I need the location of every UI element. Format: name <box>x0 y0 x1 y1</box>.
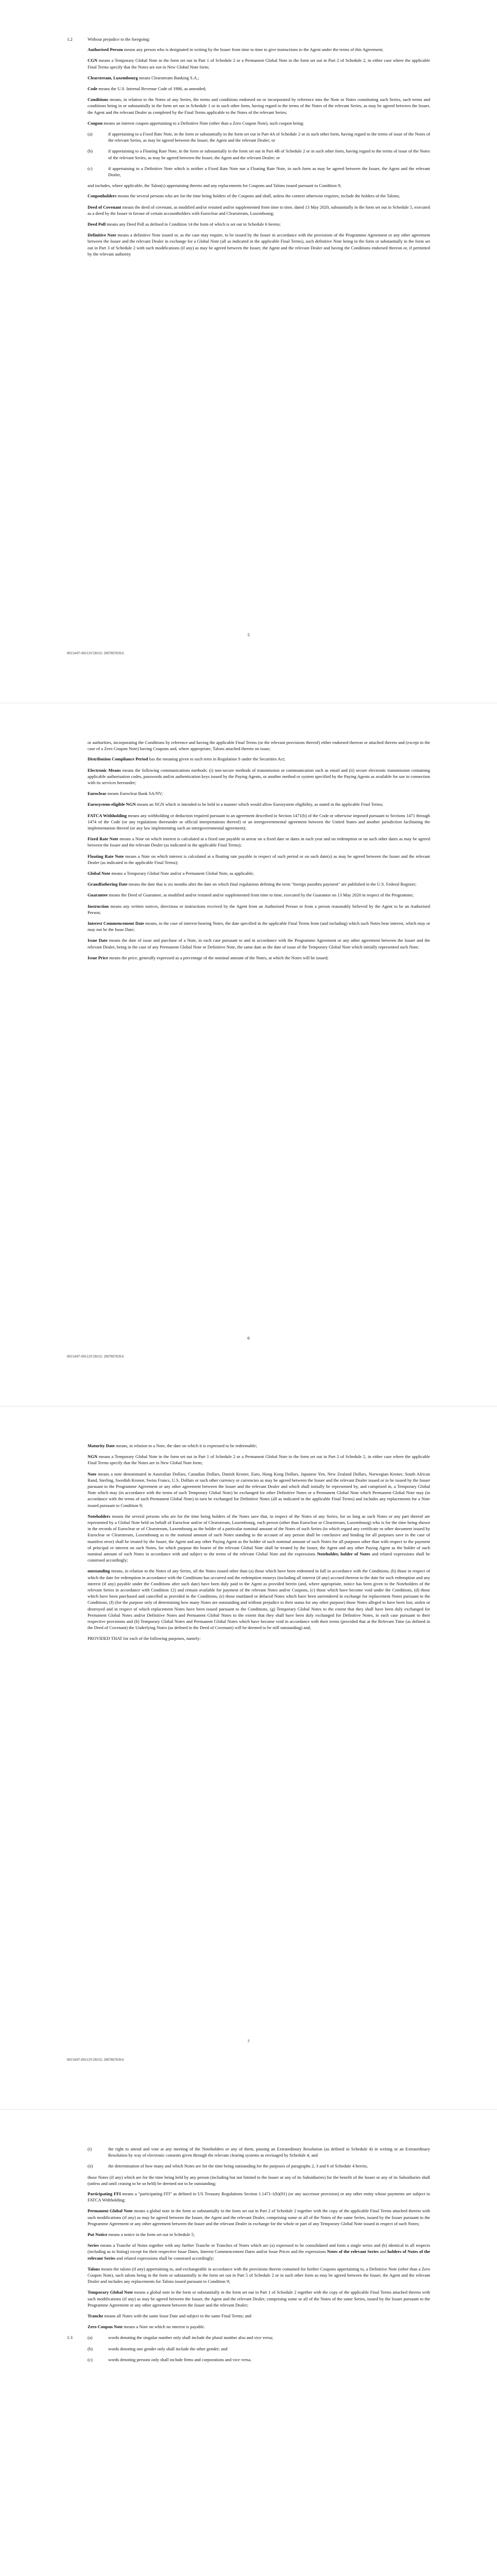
definition-definitive-note: Definitive Note means a definitive Note issued or, as the case may require, to be issued by the Issuer in accordance with the provisions of the Programme Agreement or any other agreement between the Issuer and the relevant Dealer in exchange for a Global Note (all as indicated in the applicable Final Terms), such definitive Note being in the form or substantially in the form set out in Part 3 of Schedule 2 with such modifications (if any) as may be agreed between the Issuer, the Agent and the relevant Dealer and having the Conditions endorsed thereon or, if permitted by the relevant authority <box>88 232 430 257</box>
proviso: PROVIDED THAT for each of the following purposes, namely: <box>88 1636 201 1641</box>
definition-interest-commencement-date: Interest Commencement Date means, in the case of interest-bearing Notes, the date specified in the applicable Final Terms from (and including) which such Notes bear interest, which may or may not be the Issue Date; <box>88 921 430 933</box>
proviso-tail: those Notes (if any) which are for the time being held by any person (including but not limited to the Issuer or any of its Subsidiaries) for the benefit of the Issuer or any of its Subsidiaries shall (unless and until ceasing to be so held) be deemed not to be outstanding; <box>88 2174 430 2186</box>
definition-temporary-global-note: Temporary Global Note means a global note in the form or substantially in the form set out in Part 1 of Schedule 2 together with the copy of the applicable Final Terms attached thereto with such modifications (if any) as may be agreed between the Issuer, the Agent and the relevant Dealer, comprising some or all of the Notes of the same Series, issued by the Issuer pursuant to the Programme Agreement or any other agreement between the Issuer and the relevant Dealer; <box>88 2290 431 2308</box>
clause-number: 1.3 <box>67 2335 73 2341</box>
proviso-item-ii: (ii) the determination of how many and which Notes are for the time being outstanding for the purposes of paragraphs 2, 3 and 6 of Schedule 4 hereto, <box>88 2163 368 2169</box>
definition-permanent-global-note: Permanent Global Note means a global note in the form or substantially in the form set out in Part 2 of Schedule 2 together with the copy of the applicable Final Terms attached thereto with such modifications (if any) as may be agreed between the Issuer, the Agent and the relevant Dealer, comprising some or all of the Notes of the same Series, issued by the Issuer pursuant to the Programme Agreement or any other agreement between the Issuer and the relevant Dealer in exchange for the whole or part of any Temporary Global Note issued in respect of such Notes; <box>88 2208 430 2226</box>
definition-tranche: Tranche means all Notes with the same Issue Date and subject to the same Final Terms; and <box>88 2313 251 2319</box>
footer-reference: 00154/07-001129 UKO2: 2007867839.6 <box>67 652 124 655</box>
definition-eurosystem-eligible-ngn: Eurosystem-eligible NGN means an NGN which is intended to be held in a manner which would allow Eurosystem eligibility, as stated in the applicable Final Terms; <box>88 802 384 807</box>
definition-electronic-means: Electronic Means means the following communications methods: (i) non-secure methods of transmission or communication such as email and (ii) secure electronic transmission containing applicable authorisation codes, passwords and/or authentication keys issued by the Paying Agents, or another method or system specified by the Paying Agents as available for use in connection with its services hereunder; <box>88 767 430 786</box>
document-page-7 <box>0 1406 497 2110</box>
definition-couponholders: Couponholders means the several persons who are for the time being holders of the Coupons and shall, unless the context otherwise requires, include the holders of the Talons; <box>88 193 400 199</box>
definition-guarantee: Guarantee means the Deed of Guarantee, as modified and/or restated and/or supplemented from time to time, executed by the Guarantor on 13 May 2020 in respect of the Programme; <box>88 892 414 898</box>
definition-series: Series means a Tranche of Notes together with any further Tranche or Tranches of Notes which are (a) expressed to be consolidated and form a single series and (b) identical in all respects (including as to listing) except for their respective Issue Dates, Interest Commencement Dates and/or Issue Prices and the expressions Notes of the relevant Series and holders of Notes of the relevant Series and related expressions shall be construed accordingly; <box>88 2243 430 2261</box>
definition-fatca-withholding: FATCA Withholding means any withholding or deduction required pursuant to an agreement described in Section 1471(b) of the Code or otherwise imposed pursuant to Sections 1471 through 1474 of the Code (or any regulations thereunder or official interpretations thereof) or an intergovernmental agreement between the United States and another jurisdiction facilitating the implementation thereof (or any law implementing such an intergovernmental agreement); <box>88 812 430 831</box>
footer-reference: 00154/07-001129 UKO2: 2007867839.6 <box>67 1355 124 1359</box>
definition-noteholders: Noteholders means the several persons who are for the time being holders of the Notes save that, in respect of the Notes of any Series, for so long as such Notes or any part thereof are represented by a Global Note held on behalf of Euroclear and/or of Clearstream, Luxembourg, each person (other than Euroclear or Clearstream, Luxembourg) who is for the time being shown in the records of Euroclear or of Clearstream, Luxembourg as the holder of a particular nominal amount of the Notes of such Series (in which regard any certificate or other document issued by Euroclear or Clearstream, Luxembourg as to the nominal amount of such Notes standing to the account of any person shall be conclusive and binding for all purposes save in the case of manifest error) shall be treated by the Issuer, the Agent and any other Paying Agent as the holder of such nominal amount of such Notes for all purposes other than with respect to the payment of principal or interest on such Notes, for which purpose the bearer of the relevant Global Note shall be treated by the Issuer, the Agent and any other Paying Agent as the holder of such nominal amount of such Notes in accordance with and subject to the terms of the relevant Global Note and the expressions Noteholder, holder of Notes and related expressions shall be construed accordingly; <box>88 1513 430 1563</box>
definition-talons: Talons means the talons (if any) appertaining to, and exchangeable in accordance with the provisions therein contained for further Coupons appertaining to, a Definitive Note (other than a Zero Coupon Note), such talons being in the form or substantially in the form set out in Part 5 of Schedule 2 or in such other form as may be agreed between the Issuer, the Agent and the relevant Dealer and includes any replacements for Talons issued pursuant to Condition 9; <box>88 2266 430 2284</box>
definition-issue-price: Issue Price means the price, generally expressed as a percentage of the nominal amount of the Notes, at which the Notes will be issued; <box>88 955 329 960</box>
definition-fixed-rate-note: Fixed Rate Note means a Note on which interest is calculated at a fixed rate payable in arrear on a fixed date or dates in each year and on redemption or on such other dates as may be agreed between the Issuer and the relevant Dealer (as indicated in the applicable Final Terms); <box>88 836 430 848</box>
definition-deed-of-covenant: Deed of Covenant means the deed of covenant, as modified and/or restated and/or supplemented from time to time, dated 13 May 2020, substantially in the form set out in Schedule 5, executed as a deed by the Issuer in favour of certain accountholders with Euroclear and Clearstream, Luxembourg; <box>88 204 430 216</box>
interpretation-item-b: (b) words denoting one gender only shall include the other gender; and <box>88 2346 228 2351</box>
clause-number: 1.2 <box>67 37 73 42</box>
definitive-note-continuation: or authorities, incorporating the Conditions by reference and having the applicable Final Terms (or the relevant provisions thereof) either endorsed thereon or attached thereto and (except in the case of a Zero Coupon Note) having Coupons and, where appropriate, Talons attached thereto on issue; <box>88 740 430 752</box>
definition-global-note: Global Note means a Temporary Global Note and/or a Permanent Global Note, as applicable; <box>88 871 254 876</box>
coupon-item-b: (b) if appertaining to a Floating Rate Note, in the form or substantially in the form set out in Part 4B of Schedule 2 or in such other form, having regard to the terms of issue of the Notes of the relevant Series, as may be agreed between the Issuer, the Agent and the relevant Dealer; or <box>88 148 430 160</box>
definition-clearstream: Clearstream, Luxembourg means Clearstream Banking S.A.; <box>88 75 199 80</box>
page-number: 6 <box>247 1335 250 1341</box>
clause-intro: Without prejudice to the foregoing: <box>88 37 150 42</box>
definition-code: Code means the U.S. Internal Revenue Code of 1986, as amended; <box>88 86 207 92</box>
definition-coupon: Coupon means an interest coupon appertaining to a Definitive Note (other than a Zero Coupon Note), such coupon being: <box>88 120 304 126</box>
definition-euroclear: Euroclear means Euroclear Bank SA/NV; <box>88 791 163 796</box>
footer-reference: 00154/07-001129 UKO2: 2007867839.6 <box>67 2058 124 2062</box>
interpretation-item-c: (c) words denoting persons only shall include firms and corporations and vice versa. <box>88 2357 252 2362</box>
definition-cgn: CGN means a Temporary Global Note in the form set out in Part 1 of Schedule 2 or a Permanent Global Note in the form set out in Part 2 of Schedule 2, in either case where the applicable Final Terms specify that the Notes are not in New Global Note form; <box>88 58 430 70</box>
definition-distribution-compliance-period: Distribution Compliance Period has the meaning given to such term in Regulation S under the Securities Act; <box>88 756 285 762</box>
document-page-6 <box>0 703 497 1406</box>
definition-zero-coupon-note: Zero Coupon Note means a Note on which no interest is payable. <box>88 2324 205 2330</box>
clause-1-3 <box>67 2334 430 2367</box>
definition-outstanding: outstanding means, in relation to the Notes of any Series, all the Notes issued other than (a) those which have been redeemed in full in accordance with the Conditions, (b) those in respect of which the date for redemption in accordance with the Conditions has occurred and the redemption moneys (including all interest (if any) accrued thereon to the date for such redemption and any interest (if any) payable under the Conditions after such date) have been duly paid to the Agent as provided herein (and, where appropriate, notice has been given to the Noteholders of the relevant Series in accordance with Condition 12) and remain available for payment of the relevant Notes and/or Coupons, (c) those which have become void under the Conditions, (d) those which have been purchased and cancelled as provided in the Conditions, (e) those mutilated or defaced Notes which have been surrendered in exchange for replacement Notes pursuant to the Conditions, (f) (for the purpose only of determining how many Notes are outstanding and without prejudice to their status for any other purpose) those Notes alleged to have been lost, stolen or destroyed and in respect of which replacement Notes have been issued pursuant to the Conditions, (g) Temporary Global Notes to the extent that they shall have been duly exchanged for Permanent Global Notes and/or Definitive Notes and Permanent Global Notes to the extent that they shall have been duly exchanged for Definitive Notes, in each case pursuant to their respective provisions and (h) Temporary Global Notes and Permanent Global Notes which have become void in accordance with their terms (provided that at the Relevant Time (as defined in the Deed of Covenant) the Underlying Notes (as defined in the Deed of Covenant) will be deemed to be still outstanding) and, <box>88 1568 430 1631</box>
page-number: 5 <box>247 632 250 637</box>
definition-authorised-person: Authorised Person means any person who is designated in writing by the Issuer from time to time to give instructions to the Agent under the terms of this Agreement; <box>88 47 384 53</box>
definition-note: Note means a note denominated in Australian Dollars, Canadian Dollars, Danish Kroner, Euro, Hong Kong Dollars, Japanese Yen, New Zealand Dollars, Norwegian Kroner, South African Rand, Sterling, Swedish Kronor, Swiss Francs, U.S. Dollars or such other currency or currencies as may be agreed between the Issuer and the relevant Dealer issued or to be issued by the Issuer pursuant to the Programme Agreement or any other agreement between the Issuer and the relevant Dealer and which shall initially be represented by, and comprised in, a Temporary Global Note which may (in accordance with the terms of such Temporary Global Note) be exchanged for other Definitive Notes or a Permanent Global Note which Permanent Global Note may (in accordance with the terms of such Permanent Global Note) in turn be exchanged for Definitive Notes (all as indicated in the applicable Final Terms) and includes any replacements for a Note issued pursuant to Condition 9; <box>88 1471 430 1508</box>
definition-grandfathering-date: Grandfathering Date means the date that is six months after the date on which final regulations defining the term "foreign passthru payment" are published in the U.S. Federal Register; <box>88 882 417 887</box>
definition-floating-rate-note: Floating Rate Note means a Note on which interest is calculated at a floating rate payable in respect of such period or on such date(s) as may be agreed between the Issuer and the relevant Dealer (as indicated in the applicable Final Terms); <box>88 853 430 865</box>
document-page-8 <box>0 2110 497 2576</box>
definition-ngn: NGN means a Temporary Global Note in the form set out in Part 1 of Schedule 2 or a Permanent Global Note in the form set out in Part 2 of Schedule 2, in either case where the applicable Final Terms specify that the Notes are in New Global Note form; <box>88 1454 430 1466</box>
coupon-item-a: (a) if appertaining to a Fixed Rate Note, in the form or substantially in the form set out in Part 4A of Schedule 2 or in such other form, having regard to the terms of issue of the Notes of the relevant Series, as may be agreed between the Issuer, the Agent and the relevant Dealer; or <box>88 131 430 143</box>
proviso-item-i: (i) the right to attend and vote at any meeting of the Noteholders or any of them, passing an Extraordinary Resolution (as defined in Schedule 4) in writing or an Extraordinary Resolution by way of electronic consents given through the relevant clearing systems as envisaged by Schedule 4; and <box>88 2146 430 2158</box>
definition-conditions: Conditions means, in relation to the Notes of any Series, the terms and conditions endorsed on or incorporated by reference into the Note or Notes constituting such Series, such terms and conditions being in or substantially in the form set out in Schedule 1 or in such other form, having regard to the terms of the Notes of the relevant Series, as may be agreed between the Issuer, the Agent and the relevant Dealer as completed by the Final Terms applicable to the Notes of the relevant Series; <box>88 97 430 115</box>
definition-participating-ffi: Participating FFI means a "participating FFI" as defined in US Treasury Regulations Section 1.1471-1(b)(91) (or any successor provision) or any other entity whose payments are subject to FATCA Withholding; <box>88 2191 430 2203</box>
clause-1-2 <box>67 36 430 42</box>
definition-maturity-date: Maturity Date means, in relation to a Note, the date on which it is expressed to be redeemable; <box>88 1443 258 1448</box>
definition-deed-poll: Deed Poll means any Deed Poll as defined in Condition 14 the form of which is set out in Schedule 6 hereto; <box>88 222 281 227</box>
definition-put-notice: Put Notice means a notice in the form set out in Schedule 5; <box>88 2232 195 2238</box>
coupon-item-c: (c) if appertaining to a Definitive Note which is neither a Fixed Rate Note nor a Floating Rate Note, in such form as may be agreed between the Issuer, the Agent and the relevant Dealer, <box>88 165 430 178</box>
definition-issue-date: Issue Date means the date of issue and purchase of a Note, in each case pursuant to and in accordance with the Programme Agreement or any other agreement between the Issuer and the relevant Dealer, being in the case of any Permanent Global Note or Definitive Note, the same date as the date of issue of the Temporary Global Note which initially represented such Note; <box>88 938 430 950</box>
coupon-tail: and includes, where applicable, the Talon(s) appertaining thereto and any replacements for Coupons and Talons issued pursuant to Condition 9; <box>88 183 341 189</box>
interpretation-item-a: (a) words denoting the singular number only shall include the plural number also and vice versa; <box>88 2335 273 2341</box>
document-page-5 <box>0 0 497 703</box>
page-number: 7 <box>247 2039 250 2044</box>
definition-instruction: Instruction means any written notices, directions or instructions received by the Agent from an Authorised Person or from a person reasonably believed by the Agent to be an Authorised Person; <box>88 903 430 915</box>
